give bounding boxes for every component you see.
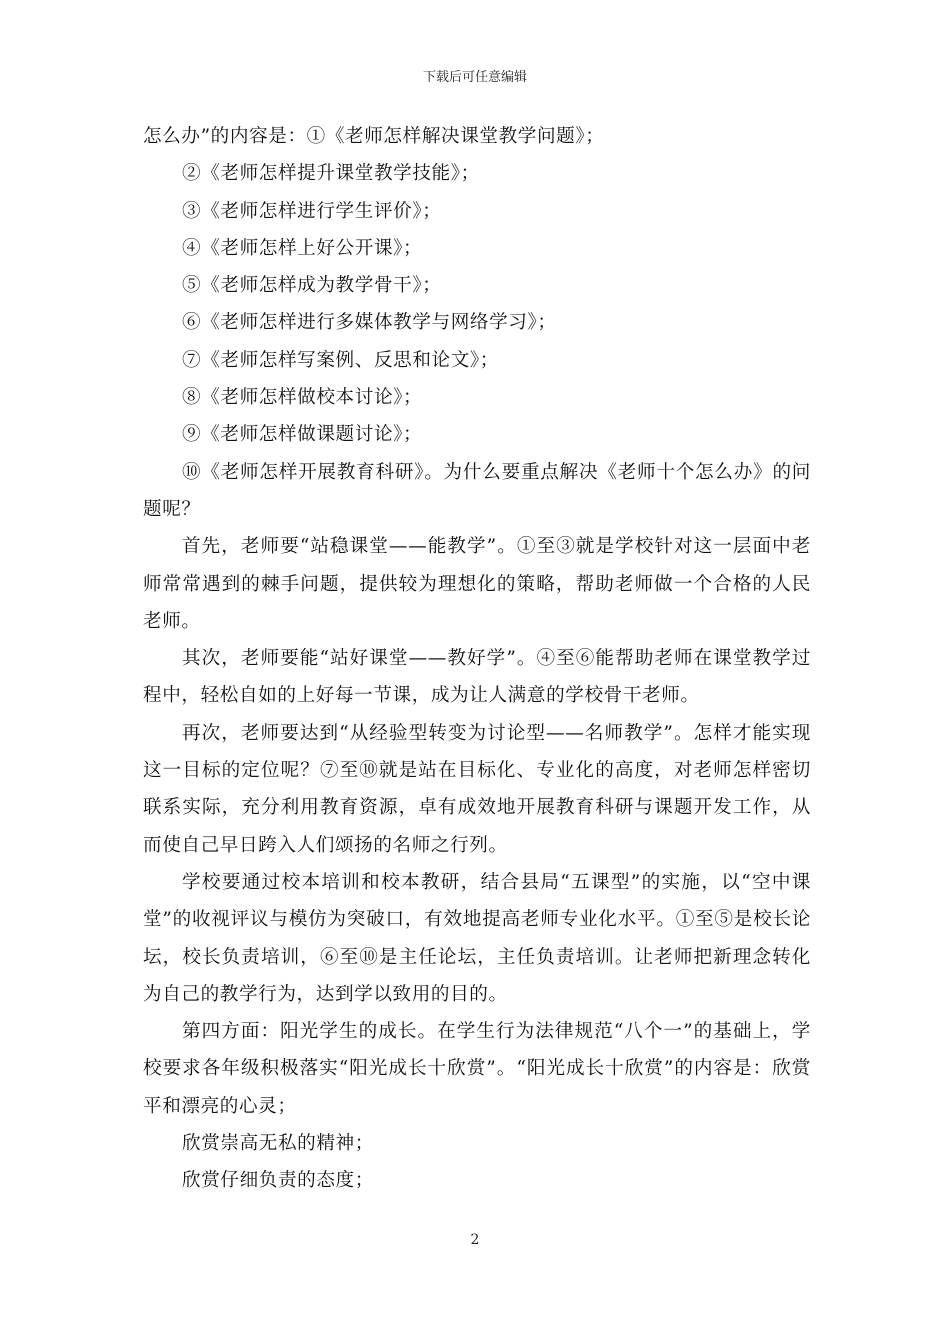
paragraph-continuation: 怎么办”的内容是：①《老师怎样解决课堂教学问题》； <box>143 126 605 147</box>
list-item-3: ③《老师怎样进行学生评价》； <box>182 200 442 222</box>
page-number: 2 <box>470 1232 480 1248</box>
paragraph-school-training: 学校要通过校本培训和校本教研，结合县局“五课型”的实施，以“空中课堂”的收视评议与模仿为突破口，有效地提高老师专业化水平。①至⑤是校长论坛，校长负责培训，⑥至⑩是主任论坛，主任负责培训。让老师把新理念转化为自己的教学行为，达到学以致用的目的。 <box>143 871 811 1005</box>
list-item-10: ⑩《老师怎样开展教育科研》。为什么要重点解决《老师十个怎么办》的问题呢？ <box>143 461 811 520</box>
list-item-5: ⑤《老师怎样成为教学骨干》； <box>182 275 442 297</box>
paragraph-first: 首先，老师要“站稳课堂——能教学”。①至③就是学校针对这一层面中老师常常遇到的棘手问题，提供较为理想化的策略，帮助老师做一个合格的人民老师。 <box>143 536 811 632</box>
paragraph-second: 其次，老师要能“站好课堂——教好学”。④至⑥能帮助老师在课堂教学过程中，轻松自如的上好每一节课，成为让人满意的学校骨干老师。 <box>143 648 811 707</box>
list-item-7: ⑦《老师怎样写案例、反思和论文》； <box>182 349 499 371</box>
appreciation-item: 欣赏崇高无私的精神； <box>182 1133 374 1155</box>
list-item-9: ⑨《老师怎样做课题讨论》； <box>182 424 423 446</box>
paragraph-third: 再次，老师要达到“从经验型转变为讨论型——名师教学”。怎样才能实现这一目标的定位呢？⑦至⑩就是站在目标化、专业化的高度，对老师怎样密切联系实际，充分利用教育资源，卓有成效地开展教育科研与课题开发工作，从而使自己早日跨入人们颂扬的名师之行列。 <box>143 722 811 856</box>
appreciation-item: 欣赏仔细负责的态度； <box>182 1170 374 1192</box>
paragraph-fourth-aspect: 第四方面：阳光学生的成长。在学生行为法律规范“八个一”的基础上，学校要求各年级积极落实“阳光成长十欣赏”。“阳光成长十欣赏”的内容是：欣赏平和漂亮的心灵； <box>143 1021 811 1117</box>
body-text <box>143 118 811 1200</box>
page-header: 下载后可任意编辑 <box>422 70 527 85</box>
list-item-4: ④《老师怎样上好公开课》； <box>182 237 423 259</box>
list-item-2: ②《老师怎样提升课堂教学技能》； <box>182 163 480 185</box>
list-item-8: ⑧《老师怎样做校本讨论》； <box>182 387 423 409</box>
list-item-6: ⑥《老师怎样进行多媒体教学与网络学习》； <box>182 312 557 334</box>
